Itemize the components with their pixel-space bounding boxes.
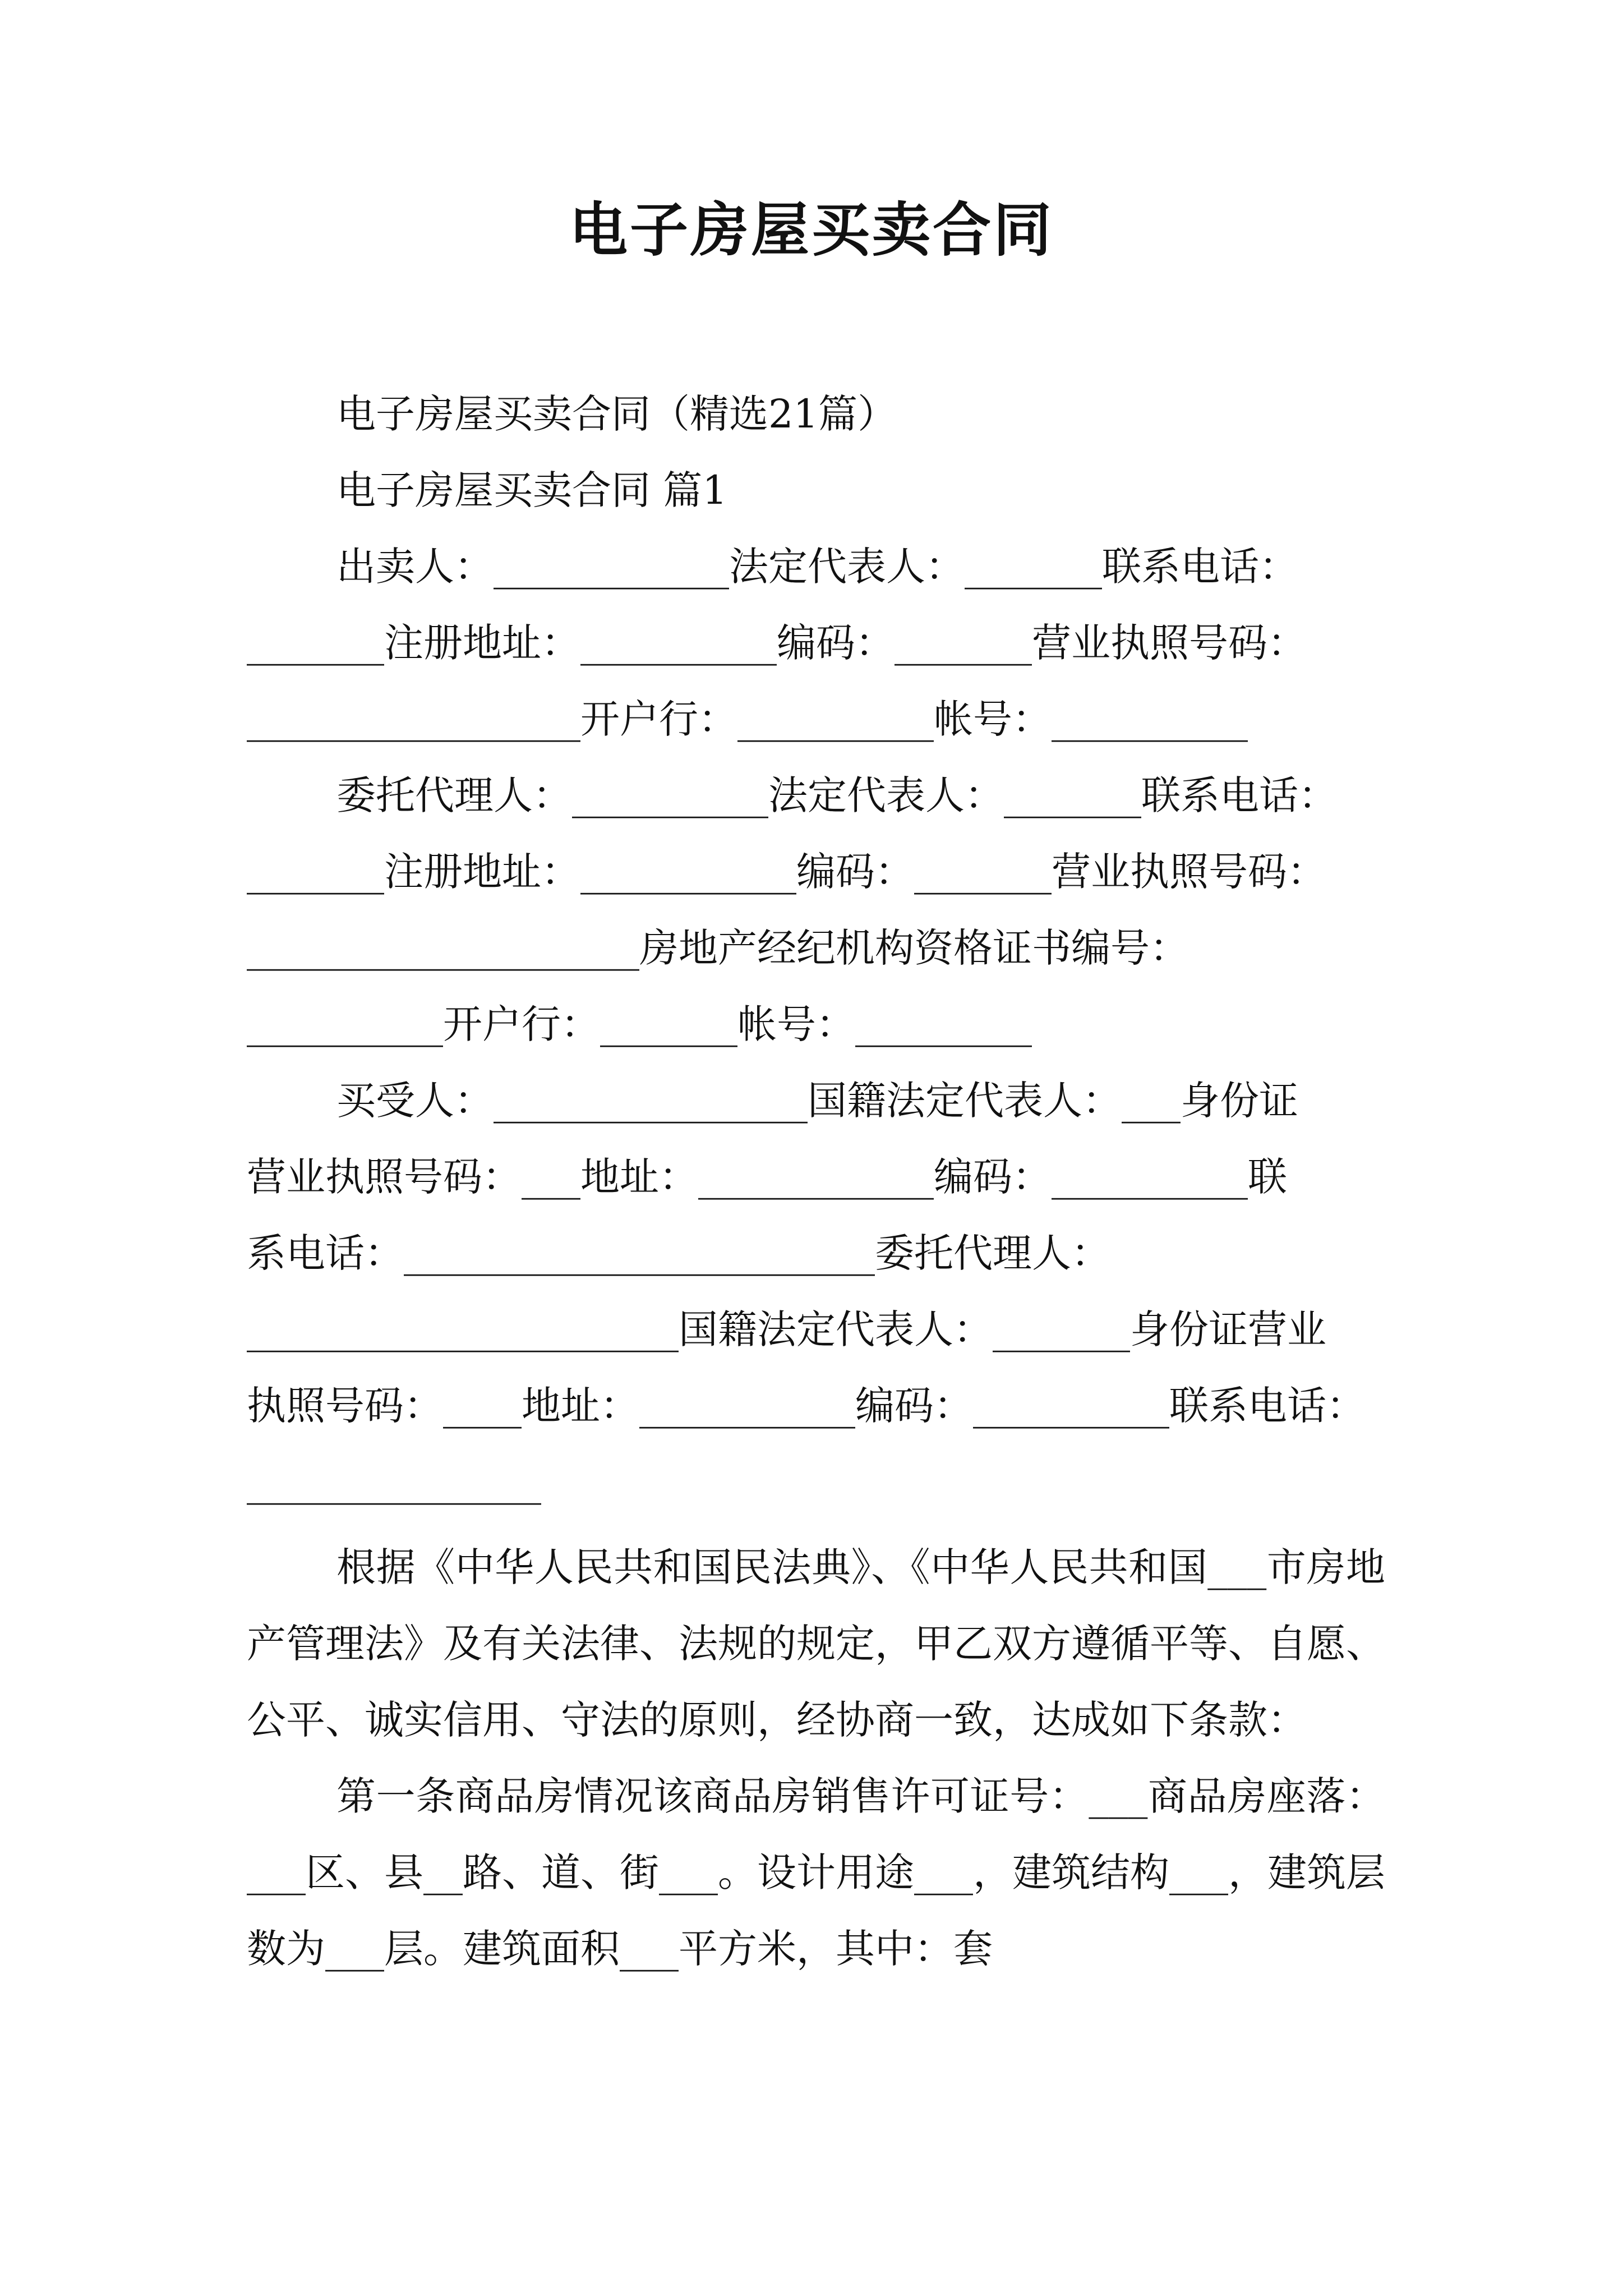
document-subtitle: 电子房屋买卖合同（精选21篇） [336, 391, 897, 437]
preamble-paragraph: 根据《中华人民共和国民法典》、《中华人民共和国___市房地产管理法》及有关法律、法规的规定，甲乙双方遵循平等、自愿、公平、诚实信用、守法的原则，经协商一致，达成如下条款： [247, 1544, 1385, 1743]
agent-info [247, 757, 1385, 1062]
buyer-info [247, 1062, 1385, 1520]
section-heading: 电子房屋买卖合同 篇1 [336, 467, 727, 513]
buyer-line: _______________ [247, 1459, 541, 1505]
document-body [247, 376, 1385, 1987]
buyer-line: ______________________国籍法定代表人：_______身份证营业 [247, 1306, 1326, 1352]
spacer [247, 1520, 1385, 1529]
buyer-line: 买受人：________________国籍法定代表人：___身份证 [336, 1078, 1298, 1124]
seller-line: _______注册地址：__________编码：_______营业执照号码： [247, 620, 1307, 666]
agent-line: ____________________房地产经纪机构资格证书编号： [247, 925, 1189, 971]
buyer-line: 执照号码：____地址：___________编码：__________联系电话： [247, 1383, 1366, 1429]
agent-line: _______注册地址：___________编码：_______营业执照号码： [247, 849, 1326, 895]
seller-info [247, 528, 1385, 757]
agent-line: __________开户行：_______帐号：_________ [247, 1001, 1032, 1047]
buyer-line: 营业执照号码：___地址：____________编码：__________联 [247, 1154, 1287, 1200]
seller-line: 出卖人：____________法定代表人：_______联系电话： [336, 544, 1298, 590]
document-title: 电子房屋买卖合同 [569, 195, 1054, 264]
seller-line: _________________开户行：__________帐号：__________ [247, 696, 1248, 742]
buyer-line: 系电话：________________________委托代理人： [247, 1230, 1110, 1276]
agent-line: 委托代理人：__________法定代表人：_______联系电话： [336, 772, 1338, 818]
article-1-paragraph: 第一条商品房情况该商品房销售许可证号：___商品房座落：___区、县__路、道、街___。设计用途___，建筑结构___，建筑层数为___层。建筑面积___平方米，其中：套 [247, 1773, 1385, 1972]
